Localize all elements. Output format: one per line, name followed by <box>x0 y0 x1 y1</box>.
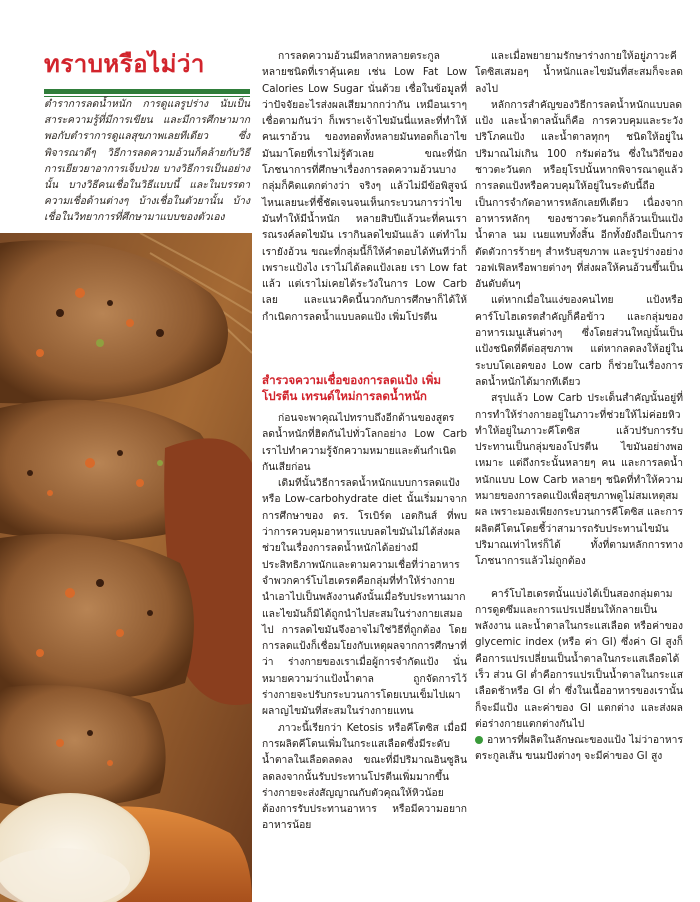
bread-loaves-photo <box>0 233 252 902</box>
body-paragraph: ก่อนจะพาคุณไปทราบถึงอีกด้านของสูตรลดน้ำหนักที่ฮิตกันไปทั่วโลกอย่าง Low Carb เราไปทำความรู้จักความหมายและต้นกำเนิดกันเสียก่อน <box>262 412 467 473</box>
green-bullet-icon <box>475 736 483 744</box>
article-column-2 <box>262 48 467 325</box>
intro-paragraph: ตำราการลดน้ำหนัก การดูแลรูปร่าง นับเป็นสาระความรู้ที่มีการเขียน และมีการศึกษามากพอกับตำราการดูแลสุขภาพเลยทีเดียว ซึ่งพิจารณาดีๆ วิธีการลดความอ้วนก็คล้ายกับวิธีการเยียวยาอาการเจ็บป่วย บางวิธีการเป็นอย่างนั้น บางวิธีคนเชื่อในวิธีแบบนี้ และในบรรดาความเชื่อด้านต่างๆ บ้างเชื่อในตัวยานั้น บ้างเชื่อในวิทยาการที่ศึกษามาแบบของตัวเอง <box>44 98 250 224</box>
bullet-text: อาหารที่ผลิตในลักษณะของแป้ง ไม่ว่าอาหารตระกูลเส้น ขนมปังต่างๆ จะมีค่าของ GI สูง <box>475 734 683 763</box>
body-paragraph: หลักการสำคัญของวิธีการลดน้ำหนักแบบลดแป้ง และน้ำตาลนั้นก็คือ การควบคุมและระวังปริโภคแป้ง และน้ำตาลทุกๆ ชนิดให้อยู่ในปริมาณไม่เกิน 100 กรัมต่อวัน ซึ่งในวิถีของชาวตะวันตก หรือยุโรปนั้นหากพิจารณาดูแล้วการลดแป้งหรือควบคุมให้อยู่ในระดับนี้ถือเป็นการจำกัดอาหารหลักเลยทีเดียว เนื่องจากอาหารหลักๆ ของชาวตะวันตกก็ล้วนเป็นแป้ง น้ำตาล นม เนยแทบทั้งสิ้น อีกทั้งยังถือเป็นการตัดตัวการร้ายๆ สำหรับสุขภาพ และรูปร่างอย่างวอฟเฟิลหรือพายต่างๆ ที่ส่งผลให้คนอ้วนขึ้นเป็นอันดับต้นๆ <box>475 98 683 291</box>
body-paragraph: และเมื่อพยายามรักษาร่างกายให้อยู่ภาวะคีโตซิสเสมอๆ น้ำหนักและไขมันที่สะสมก็จะลดลงไป <box>475 50 683 95</box>
article-column-2-lower <box>262 410 467 834</box>
body-paragraph: ภาวะนี้เรียกว่า Ketosis หรือคีโตซิส เมื่อมีการผลิตคีโตนเพิ่มในกระแสเลือดซึ่งมีระดับน้ำตาลในเลือดลดลง ขณะที่มีปริมาณอินซูลินลดลงจากนั้นรับประทานโปรตีนเพิ่มมากขึ้น ร่างกายจะส่งสัญญาณกับตัวคุณให้หิวน้อย ต้องการรับประทานอาหาร หรือมีความอยากอาหารน้อย <box>262 721 467 832</box>
article-column-3 <box>475 48 683 765</box>
body-paragraph: การลดความอ้วนมีหลากหลายตระกูล หลายชนิดที่เราคุ้นเคย เช่น Low Fat Low Calories Low Sugar นั่นด้วย เชื่อในข้อมูลที่ว่าปัจจัยอะไรส่งผลเสียมากกว่ากัน เหมือนเราๆ เชื่อตามกันว่า ก็เพราะเจ้าไขมันนี่แหละที่ทำให้คนเราอ้วน ของทอดทั้งหลายมันทอดก็เอาไขมันมาโดยที่เราไม่รู้ตัวเลย ขณะที่นักโภชนาการที่ศึกษาเรื่องการลดความอ้วนบางกลุ่มก็คิดแตกต่างว่า จริงๆ แล้วไม่มีข้อพิสูจน์ไหนเลยนะที่ชี้ชัดเจนจนเห็นกระบวนการว่าไขมันทำให้มีน้ำหนัก หลายสิบปีแล้วนะที่คนเรารณรงค์ลดไขมัน เรากินลดไขมันแล้ว แต่ทำไมเรายังอ้วน ขณะที่กลุ่มนี้ก็ให้คำตอบได้ทันทีว่าก็เพราะแป้งไง เราไม่ได้ลดแป้งเลย เรา Low fat แล้ว แต่เราไม่เคยได้ระวังในการ Low Carb เลย และแนวคิดนี้นวกกับการศึกษาก็ได้ให้กำเนิดการลดน้ำแบบลดแป้ง เพิ่มโปรตีน <box>262 50 467 323</box>
article-header <box>44 44 250 97</box>
section-subheading: สำรวจความเชื่อของการลดแป้ง เพิ่มโปรตีน เทรนด์ใหม่การลดน้ำหนัก <box>262 373 442 403</box>
title-divider <box>44 89 250 94</box>
body-paragraph: คาร์โบไฮเดรตนั้นแบ่งได้เป็นสองกลุ่มตามการดูดซึมและการแปรเปลี่ยนให้กลายเป็นพลังงาน และน้ำตาลในกระแสเลือด หรือค่าของ glycemic index (หรือ ค่า GI) ซึ่งค่า GI สูงก็คือการแปรเปลี่ยนเป็นน้ำตาลในกระแสเลือดได้เร็ว ส่วน GI ต่ำคือการแปรเป็นน้ำตาลในกระแสเลือดช้าหรือ GI ต่ำ ซึ่งในเนื้ออาหารของเรานั้นก็จะมีแป้ง และค่าของ GI แตกต่าง และส่งผลต่อร่างกายแตกต่างกันไป <box>475 587 683 730</box>
body-paragraph: เดิมทีนั้นวิธีการลดน้ำหนักแบบการลดแป้ง หรือ Low-carbohydrate diet นั้นเริ่มมาจากการศึกษาของ ดร. โรเบิร์ต เอตกินส์ ที่พบว่าการควบคุมอาหารแบบลดไขมันไม่ได้ส่งผลช่วยในเรื่องการลดน้ำหนักได้อย่างมีประสิทธิภาพนักและตามความเชื่อที่ว่าอาหารจำพวกคาร์โบไฮเดรตคือกลุ่มที่ทำให้ร่างกายนำเอาไปเป็นพลังงานดังนั้นเมื่อรับประทานมาก และไขมันก็มิได้ถูกนำไปสะสมในร่างกายเสมอไป การลดไขมันจึงอาจไม่ใช่วิธีที่ถูกต้อง โดยการลดแป้งก็เชื่อมโยงกับเหตุผลจากการศึกษาที่ว่า ร่างกายของเราเมื่อผู้การจำกัดแป้ง นั่นหมายความว่าแป้งน้ำตาล ถูกจัดการไว้ ร่างกายจะปรับกระบวนการโดยเบนเข็มไปเผาผลาญไขมันที่สะสมในร่างกายแทน <box>262 477 467 718</box>
bullet-paragraph <box>475 732 683 765</box>
body-paragraph: แต่หากเมื่อในแง่ของคนไทย แป้งหรือคาร์โบไฮเดรตสำคัญก็คือข้าว และกลุ่มของอาหารเมนูเส้นต่างๆ ซึ่งโดยส่วนใหญ่นั้นเป็นแป้งชนิดที่ดีต่อสุขภาพ แต่หากลดลงให้อยู่ในระบบโดเอตของ Low carb ก็ช่วยในเรื่องการลดน้ำหนักได้มากทีเดียว <box>475 294 683 388</box>
article-title: ทราบหรือไม่ว่า <box>44 50 205 78</box>
body-paragraph: สรุปแล้ว Low Carb ประเด็นสำคัญนั้นอยู่ที่การทำให้ร่างกายอยู่ในภาวะที่ช่วยให้ไม่ค่อยหิว ทำให้อยู่ในภาวะคีโตซิส แล้วปรับการรับประทานเป็นกลุ่มของโปรตีน ไขมันอย่างพอเหมาะ แต่ถึงกระนั้นหลายๆ คน และการลดน้ำหนักแบบ Low Carb หลายๆ ชนิดที่ทำให้ความหมายของการลดแป้งเพื่อสุขภาพดูไม่สมเหตุสมผล เพราะมองเพียงกระบวนการคีโตซิส และการผลิตคีโตนโดยชี้ว่าสามารถรับประทานไขมันปริมาณเท่าไหร่ก็ได้ ทั้งที่ตามหลักการทางโภชนาการแล้วไม่ถูกต้อง <box>475 392 684 568</box>
